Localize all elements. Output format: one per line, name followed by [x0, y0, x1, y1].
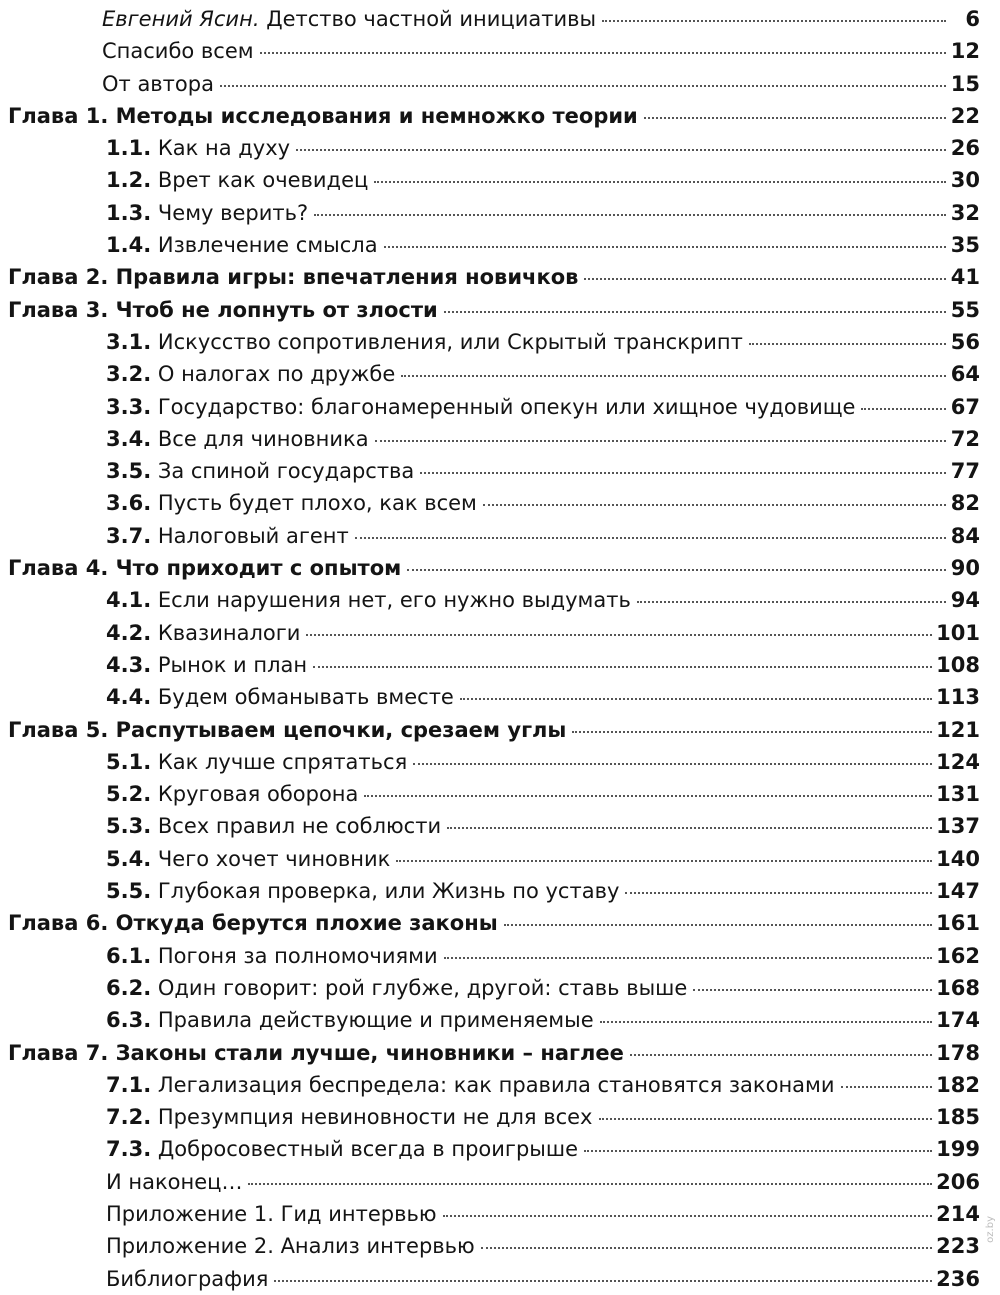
toc-page-number: 174 [936, 1008, 980, 1033]
toc-page-number: 56 [950, 329, 980, 354]
toc-section-number: 3.3. [106, 394, 152, 419]
dot-leader [644, 116, 946, 119]
toc-page-number: 161 [936, 911, 980, 936]
toc-title: От автора [102, 71, 214, 96]
toc-section-number: 6.1. [106, 943, 152, 968]
toc-entry-text [106, 843, 390, 875]
toc-entry [0, 1230, 980, 1262]
toc-page-number: 90 [950, 556, 980, 581]
toc-page-number: 41 [950, 265, 980, 290]
toc-section-number: 6.2. [106, 975, 152, 1000]
toc-entry-text [102, 35, 254, 67]
toc-section-number: 4.3. [106, 652, 152, 677]
toc-section-number: 3.1. [106, 329, 152, 354]
toc-title: Рынок и план [157, 652, 308, 677]
dot-leader [861, 407, 946, 410]
dot-leader [460, 697, 932, 700]
dot-leader [584, 277, 946, 280]
toc-page-number: 178 [936, 1040, 980, 1065]
dot-leader [443, 1214, 933, 1217]
toc-entry-text [106, 520, 349, 552]
toc-page-number: 168 [936, 975, 980, 1000]
dot-leader [374, 180, 946, 183]
dot-leader [637, 600, 946, 603]
toc-section-number: 4.2. [106, 620, 152, 645]
toc-title: Налоговый агент [157, 523, 349, 548]
toc-section [0, 487, 980, 519]
dot-leader [749, 342, 946, 345]
toc-page-number: 72 [950, 426, 980, 451]
toc-section [0, 972, 980, 1004]
toc-author: Евгений Ясин. [102, 7, 260, 31]
dot-leader [364, 794, 932, 797]
toc-title: И наконец… [106, 1169, 243, 1194]
dot-leader [504, 923, 932, 926]
dot-leader [375, 439, 946, 442]
toc-section [0, 197, 980, 229]
toc-entry-text [106, 1004, 594, 1036]
toc-title: Круговая оборона [157, 782, 359, 807]
toc-entry-text [8, 552, 401, 584]
toc-section [0, 843, 980, 875]
toc-section-number: 1.2. [106, 168, 152, 193]
toc-page-number: 77 [950, 459, 980, 484]
toc-title: Глава 3. Чтоб не лопнуть от злости [8, 297, 438, 322]
dot-leader [625, 891, 932, 894]
toc-section [0, 617, 980, 649]
dot-leader [483, 503, 946, 506]
toc-page-number: 124 [936, 749, 980, 774]
toc-title: Легализация беспредела: как правила становятся законами [157, 1072, 835, 1097]
toc-section-number: 3.2. [106, 362, 152, 387]
toc-title: Пусть будет плохо, как всем [157, 491, 477, 516]
dot-leader [401, 374, 946, 377]
toc-page-number: 12 [950, 39, 980, 64]
toc-entry-text [106, 681, 454, 713]
toc-title: О налогах по дружбе [157, 362, 396, 387]
toc-title: Извлечение смысла [157, 233, 378, 258]
toc-title: Как на духу [157, 136, 291, 161]
toc-section [0, 229, 980, 261]
dot-leader [447, 826, 932, 829]
toc-entry-text [106, 229, 378, 261]
toc-section [0, 391, 980, 423]
toc-chapter [0, 100, 980, 132]
toc-chapter [0, 261, 980, 293]
toc-page-number: 199 [936, 1137, 980, 1162]
dot-leader [384, 245, 946, 248]
toc-chapter [0, 907, 980, 939]
toc-section-number: 5.3. [106, 814, 152, 839]
toc-chapter [0, 294, 980, 326]
toc-entry-text [8, 294, 438, 326]
dot-leader [481, 1246, 932, 1249]
dot-leader [260, 51, 946, 54]
toc-page-number: 22 [950, 103, 980, 128]
toc-entry-text [8, 907, 498, 939]
toc-title: Детство частной инициативы [266, 7, 597, 31]
dot-leader [444, 956, 933, 959]
toc-section-number: 3.6. [106, 491, 152, 516]
toc-page-number: 84 [950, 523, 980, 548]
toc-page-number: 6 [965, 7, 980, 31]
toc-title: За спиной государства [157, 459, 415, 484]
toc-title: Все для чиновника [157, 426, 369, 451]
toc-section-number: 5.4. [106, 846, 152, 871]
dot-leader [413, 762, 932, 765]
toc-entry [0, 3, 980, 35]
toc-section [0, 1133, 980, 1165]
toc-page-number: 206 [936, 1169, 980, 1194]
toc-page-number: 35 [950, 233, 980, 258]
toc-section-number: 1.3. [106, 200, 152, 225]
table-of-contents [0, 3, 980, 1295]
toc-entry-text [106, 358, 395, 390]
dot-leader [306, 633, 932, 636]
toc-page-number: 140 [936, 846, 980, 871]
toc-page-number: 182 [936, 1072, 980, 1097]
dot-leader [841, 1085, 933, 1088]
toc-title: Если нарушения нет, его нужно выдумать [157, 588, 631, 613]
toc-page-number: 185 [936, 1105, 980, 1130]
toc-entry-text [106, 617, 300, 649]
toc-section [0, 940, 980, 972]
toc-entry-text [102, 68, 214, 100]
toc-title: Погоня за полномочиями [157, 943, 438, 968]
toc-page-number: 214 [936, 1201, 980, 1226]
toc-section [0, 132, 980, 164]
toc-section-number: 6.3. [106, 1008, 152, 1033]
dot-leader [599, 1117, 933, 1120]
toc-title: Будем обманывать вместе [157, 685, 454, 710]
toc-entry-text [106, 455, 414, 487]
toc-section [0, 778, 980, 810]
toc-title: Глубокая проверка, или Жизнь по уставу [157, 879, 620, 904]
dot-leader [396, 859, 932, 862]
toc-title: Глава 5. Распутываем цепочки, срезаем углы [8, 717, 567, 742]
toc-title: Государство: благонамеренный опекун или хищное чудовище [157, 394, 856, 419]
toc-entry-text [8, 261, 578, 293]
toc-entry-text [106, 1166, 242, 1198]
toc-title: Глава 7. Законы стали лучше, чиновники – наглее [8, 1040, 624, 1065]
toc-section-number: 3.7. [106, 523, 152, 548]
toc-page-number: 26 [950, 136, 980, 161]
toc-title: Чего хочет чиновник [157, 846, 391, 871]
toc-chapter [0, 714, 980, 746]
toc-title: Квазиналоги [157, 620, 301, 645]
toc-section [0, 875, 980, 907]
toc-entry-text [106, 940, 438, 972]
toc-section [0, 1004, 980, 1036]
toc-page-number: 101 [936, 620, 980, 645]
dot-leader [444, 310, 946, 313]
dot-leader [630, 1053, 932, 1056]
toc-section-number: 3.5. [106, 459, 152, 484]
toc-section [0, 810, 980, 842]
toc-entry-text [106, 1133, 578, 1165]
toc-entry [0, 35, 980, 67]
toc-section-number: 1.4. [106, 233, 152, 258]
toc-page-number: 55 [950, 297, 980, 322]
dot-leader [296, 148, 946, 151]
toc-page-number: 147 [936, 879, 980, 904]
toc-page-number: 64 [950, 362, 980, 387]
toc-entry-text [106, 875, 619, 907]
toc-title: Чему верить? [157, 200, 309, 225]
toc-title: Добросовестный всегда в проигрыше [157, 1137, 578, 1162]
toc-page-number: 223 [936, 1234, 980, 1259]
dot-leader [584, 1149, 932, 1152]
dot-leader [600, 1020, 933, 1023]
toc-section [0, 649, 980, 681]
toc-page-number: 30 [950, 168, 980, 193]
toc-entry [0, 1198, 980, 1230]
toc-section [0, 1101, 980, 1133]
toc-chapter [0, 1037, 980, 1069]
toc-title: Приложение 2. Анализ интервью [106, 1234, 475, 1259]
dot-leader [420, 471, 946, 474]
toc-chapter [0, 552, 980, 584]
toc-section [0, 326, 980, 358]
toc-title: Глава 2. Правила игры: впечатления новичков [8, 265, 579, 290]
toc-entry-text [102, 3, 596, 35]
toc-entry [0, 1263, 980, 1295]
toc-title: Правила действующие и применяемые [157, 1008, 594, 1033]
toc-entry-text [106, 326, 743, 358]
dot-leader [248, 1182, 932, 1185]
toc-title: Приложение 1. Гид интервью [106, 1201, 437, 1226]
toc-entry-text [106, 649, 307, 681]
toc-section [0, 358, 980, 390]
toc-entry-text [106, 164, 368, 196]
toc-section-number: 7.2. [106, 1105, 152, 1130]
toc-entry-text [106, 391, 855, 423]
dot-leader [220, 84, 946, 87]
toc-entry [0, 68, 980, 100]
toc-entry-text [106, 746, 407, 778]
toc-section-number: 5.1. [106, 749, 152, 774]
toc-page-number: 121 [936, 717, 980, 742]
toc-entry-text [106, 1198, 437, 1230]
toc-section-number: 7.1. [106, 1072, 152, 1097]
toc-section-number: 3.4. [106, 426, 152, 451]
toc-page-number: 113 [936, 685, 980, 710]
toc-section-number: 5.2. [106, 782, 152, 807]
toc-page-number: 131 [936, 782, 980, 807]
toc-entry-text [106, 1263, 268, 1295]
toc-entry-text [106, 584, 631, 616]
toc-section [0, 164, 980, 196]
dot-leader [314, 213, 946, 216]
toc-title: Глава 6. Откуда берутся плохие законы [8, 911, 498, 936]
toc-entry-text [106, 810, 441, 842]
toc-section [0, 584, 980, 616]
toc-entry-text [8, 714, 566, 746]
toc-title: Искусство сопротивления, или Скрытый транскрипт [157, 329, 743, 354]
toc-page-number: 236 [936, 1266, 980, 1291]
toc-page-number: 32 [950, 200, 980, 225]
toc-page-number: 108 [936, 652, 980, 677]
toc-page-number: 67 [950, 394, 980, 419]
watermark: oz.by [985, 1216, 996, 1243]
toc-section-number: 4.1. [106, 588, 152, 613]
toc-title: Врет как очевидец [157, 168, 369, 193]
toc-section [0, 681, 980, 713]
toc-page-number: 94 [950, 588, 980, 613]
toc-entry-text [106, 1101, 593, 1133]
dot-leader [407, 568, 946, 571]
toc-entry-text [8, 1037, 624, 1069]
toc-page-number: 82 [950, 491, 980, 516]
toc-title: Презумпция невиновности не для всех [157, 1105, 593, 1130]
toc-title: Спасибо всем [102, 39, 254, 64]
dot-leader [693, 988, 932, 991]
dot-leader [274, 1279, 932, 1282]
toc-title: Всех правил не соблюсти [157, 814, 442, 839]
dot-leader [572, 730, 932, 733]
toc-entry-text [106, 778, 358, 810]
toc-title: Глава 1. Методы исследования и немножко теории [8, 103, 638, 128]
toc-section-number: 5.5. [106, 879, 152, 904]
toc-section-number: 4.4. [106, 685, 152, 710]
dot-leader [355, 536, 946, 539]
dot-leader [602, 19, 946, 22]
toc-section-number: 1.1. [106, 136, 152, 161]
toc-page-number: 15 [950, 71, 980, 96]
toc-title: Глава 4. Что приходит с опытом [8, 556, 402, 581]
toc-page-number: 162 [936, 943, 980, 968]
toc-section [0, 423, 980, 455]
toc-section [0, 746, 980, 778]
toc-section [0, 520, 980, 552]
toc-section [0, 1069, 980, 1101]
toc-entry-text [8, 100, 638, 132]
toc-entry-text [106, 132, 290, 164]
dot-leader [313, 665, 932, 668]
toc-entry-text [106, 197, 308, 229]
toc-page-number: 137 [936, 814, 980, 839]
toc-entry-text [106, 972, 687, 1004]
toc-entry [0, 1166, 980, 1198]
toc-entry-text [106, 487, 477, 519]
toc-entry-text [106, 423, 369, 455]
toc-title: Как лучше спрятаться [157, 749, 408, 774]
toc-section-number: 7.3. [106, 1137, 152, 1162]
toc-title: Библиография [106, 1266, 269, 1291]
toc-entry-text [106, 1230, 475, 1262]
toc-section [0, 455, 980, 487]
toc-entry-text [106, 1069, 835, 1101]
toc-title: Один говорит: рой глубже, другой: ставь выше [157, 975, 688, 1000]
